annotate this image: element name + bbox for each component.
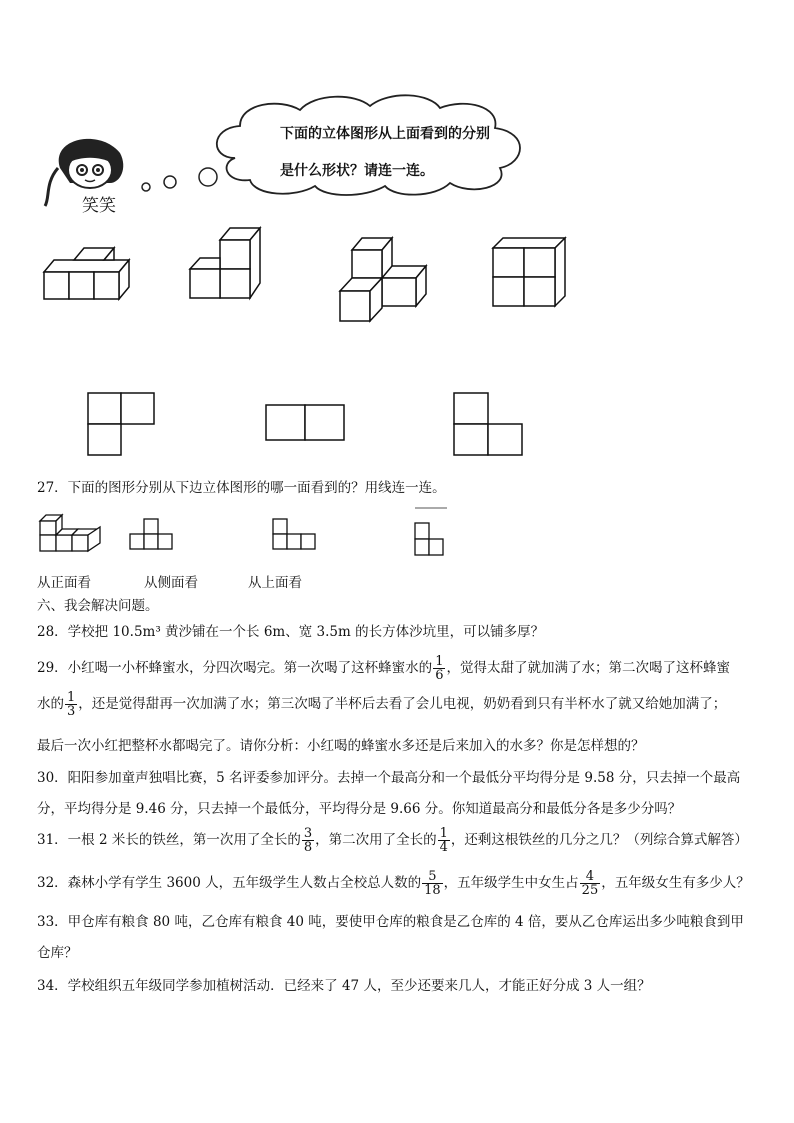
question-29-line-2 bbox=[37, 691, 726, 718]
q27-view-c bbox=[415, 508, 449, 554]
q29-line1-end: ，觉得太甜了就加满了水；第二次喝了这杯蜂蜜 bbox=[446, 660, 730, 676]
fraction-5-18: $\frac{5}{18}$ bbox=[424, 869, 441, 898]
bubble-line-2: 是什么形状？请连一连。 bbox=[280, 163, 434, 179]
question-27-text: 27．下面的图形分别从下边立体图形的哪一面看到的？用线连一连。 bbox=[37, 480, 446, 496]
question-34-text: 34．学校组织五年级同学参加植树活动．已经来了 47 人，至少还要来几人，才能正好分成 3 人一组？ bbox=[37, 978, 651, 994]
question-28-text: 28．学校把 10.5m³ 黄沙铺在一个长 6m、宽 3.5m 的长方体沙坑里，可以铺多厚？ bbox=[37, 624, 545, 640]
q32-part-a: 32．森林小学有学生 3600 人，五年级学生人数占全校总人数的 bbox=[37, 875, 422, 891]
q32-part-c: ，五年级女生有多少人？ bbox=[601, 875, 750, 891]
q31-part-b: ，第二次用了全长的 bbox=[315, 832, 437, 848]
solid-figure-2 bbox=[190, 228, 270, 303]
solid-figure-1 bbox=[44, 244, 134, 304]
q27-view-a bbox=[130, 519, 176, 553]
q27-solid-figure bbox=[40, 513, 104, 555]
question-31-text bbox=[37, 827, 748, 854]
q32-part-b: ，五年级学生中女生占 bbox=[443, 875, 579, 891]
question-30-line-1: 30．阳阳参加童声独唱比赛，5 名评委参加评分。去掉一个最高分和一个最低分平均得分是 9.58 分，只去掉一个最高 bbox=[37, 770, 741, 786]
section-6-title: 六、我会解决问题。 bbox=[37, 598, 159, 614]
view-label-top: 从上面看 bbox=[248, 575, 302, 591]
solid-figure-4 bbox=[493, 238, 573, 313]
bubble-line-1: 下面的立体图形从上面看到的分别 bbox=[280, 126, 490, 142]
question-29-line-1 bbox=[37, 655, 730, 682]
question-33-line-1: 33．甲仓库有粮食 80 吨，乙仓库有粮食 40 吨，要使甲仓库的粮食是乙仓库的 4 倍，要从乙仓库运出多少吨粮食到甲 bbox=[37, 914, 744, 930]
top-view-shape-1 bbox=[88, 393, 158, 457]
solid-figure-3 bbox=[340, 238, 430, 328]
question-33-line-2: 仓库？ bbox=[37, 945, 78, 961]
question-30-line-2: 分，平均得分是 9.46 分，只去掉一个最低分，平均得分是 9.66 分。你知道最高分和最低分各是多少分吗？ bbox=[37, 801, 682, 817]
q31-part-a: 31．一根 2 米长的铁丝，第一次用了全长的 bbox=[37, 832, 301, 848]
top-view-shape-2 bbox=[266, 405, 348, 443]
fraction-1-4: $\frac{1}{4}$ bbox=[439, 826, 448, 855]
thought-bubble bbox=[140, 88, 540, 208]
fraction-3-8: $\frac{3}{8}$ bbox=[303, 826, 313, 855]
q29-line2-end: ，还是觉得甜再一次加满了水；第三次喝了半杯后去看了会儿电视，奶奶看到只有半杯水了就又给她加满了； bbox=[78, 696, 727, 712]
top-view-shape-3 bbox=[454, 393, 526, 457]
question-29-line-3: 最后一次小红把整杯水都喝完了。请你分析：小红喝的蜂蜜水多还是后来加入的水多？你是怎样想的？ bbox=[37, 738, 645, 754]
view-label-front: 从正面看 bbox=[37, 575, 91, 591]
view-label-side: 从侧面看 bbox=[144, 575, 198, 591]
mascot-label: 笑笑 bbox=[82, 196, 116, 216]
q29-line2-start: 水的 bbox=[37, 696, 64, 712]
fraction-4-25: $\frac{4}{25}$ bbox=[581, 869, 599, 898]
fraction-1-6: $\frac{1}{6}$ bbox=[435, 654, 444, 683]
question-32-text bbox=[37, 870, 750, 897]
q29-line1-start: 29．小红喝一小杯蜂蜜水，分四次喝完。第一次喝了这杯蜂蜜水的 bbox=[37, 660, 433, 676]
q27-view-b bbox=[273, 519, 319, 553]
fraction-1-3: $\frac{1}{3}$ bbox=[67, 690, 76, 719]
q31-part-c: ，还剩这根铁丝的几分之几？（列综合算式解答） bbox=[450, 832, 748, 848]
